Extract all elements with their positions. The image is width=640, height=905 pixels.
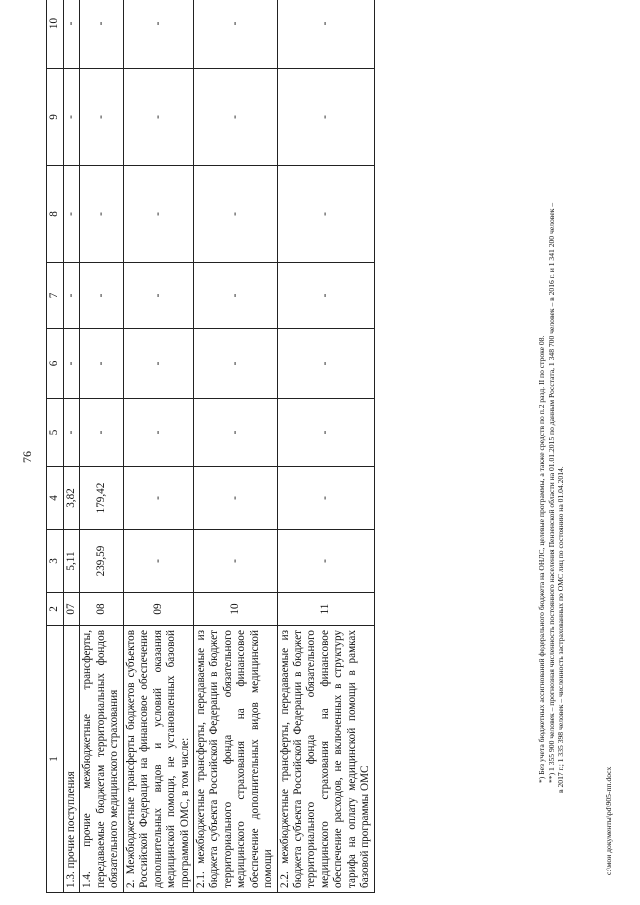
value-cell: - xyxy=(277,69,374,166)
value-cell: - xyxy=(277,0,374,69)
data-table xyxy=(46,0,375,893)
value-cell: - xyxy=(64,263,80,329)
table-row xyxy=(64,0,80,893)
value-cell: - xyxy=(80,0,123,69)
value-cell: - xyxy=(193,329,277,399)
value-cell: - xyxy=(277,329,374,399)
value-cell: - xyxy=(193,530,277,593)
value-cell: - xyxy=(123,69,193,166)
value-cell: 5,11 xyxy=(64,530,80,593)
row-code-cell: 09 xyxy=(123,593,193,626)
value-cell: - xyxy=(64,0,80,69)
table-row xyxy=(123,0,193,893)
value-cell: - xyxy=(123,467,193,530)
value-cell: - xyxy=(80,263,123,329)
column-header: 4 xyxy=(47,467,64,530)
column-header: 10 xyxy=(47,0,64,69)
row-name-cell: 1.4. прочие межбюджетные трансферты, передаваемые бюджетам территориальных фондов обязательного медицинского страхования xyxy=(80,626,123,893)
column-header: 9 xyxy=(47,69,64,166)
value-cell: - xyxy=(64,329,80,399)
value-cell: - xyxy=(123,399,193,467)
value-cell: - xyxy=(193,0,277,69)
file-path: c:\мои документы\pd\905-пп.docx xyxy=(604,766,613,875)
row-name-cell: 1.3. прочие поступления xyxy=(64,626,80,893)
value-cell: - xyxy=(193,399,277,467)
value-cell: - xyxy=(123,0,193,69)
value-cell: - xyxy=(123,329,193,399)
row-name-cell: 2.1. межбюджетные трансферты, передаваемые из бюджета субъекта Российской Федерации в бюджет территориального фонда обязательного медицинского страхования на финансовое обеспечение дополнительных видов медицинской помощи xyxy=(193,626,277,893)
value-cell: - xyxy=(277,467,374,530)
column-header: 1 xyxy=(47,626,64,893)
footnote: *) Без учета бюджетных ассигнований федерального бюджета на ОНЛС, целевые программы, а также средств по п.2 разд. II по строке 08. xyxy=(537,335,546,783)
column-header: 2 xyxy=(47,593,64,626)
value-cell: - xyxy=(64,69,80,166)
value-cell: - xyxy=(193,166,277,263)
page-number: 76 xyxy=(20,451,34,463)
row-code-cell: 07 xyxy=(64,593,80,626)
value-cell: - xyxy=(193,69,277,166)
table-row xyxy=(80,0,123,893)
footnote: **) 1 355 900 человек – прогнозная численность постоянного населения Пензенской области на 01.01.2015 по данным Росстата, 1 348 700 человек – в 2016 г. и 1 341 200 человек – xyxy=(547,202,556,783)
value-cell: - xyxy=(193,467,277,530)
column-header: 5 xyxy=(47,399,64,467)
row-code-cell: 11 xyxy=(277,593,374,626)
row-code-cell: 08 xyxy=(80,593,123,626)
value-cell: - xyxy=(80,69,123,166)
value-cell: - xyxy=(277,399,374,467)
value-cell: - xyxy=(123,263,193,329)
value-cell: - xyxy=(277,166,374,263)
table-row xyxy=(277,0,374,893)
value-cell: - xyxy=(80,329,123,399)
row-name-cell: 2.2. межбюджетные трансферты, передаваемые из бюджета субъекта Российской Федерации в бюджет территориального фонда обязательного медицинского страхования на финансовое обеспечение расходов, не включенных в структуру тарифа на оплату медицинской помощи в рамках базовой программы ОМС xyxy=(277,626,374,893)
value-cell: 239,59 xyxy=(80,530,123,593)
value-cell: - xyxy=(64,399,80,467)
value-cell: - xyxy=(277,530,374,593)
row-name-cell: 2. Межбюджетные трансферты бюджетов субъектов Российской Федерации на финансовое обеспечение дополнительных видов и условий оказания медицинской помощи, не установленных базовой программой ОМС, в том числе: xyxy=(123,626,193,893)
column-header: 3 xyxy=(47,530,64,593)
value-cell: 179,42 xyxy=(80,467,123,530)
value-cell: - xyxy=(80,399,123,467)
value-cell: - xyxy=(64,166,80,263)
footnote: в 2017 г.; 1 335 398 человек – численность застрахованных по ОМС лиц по состоянию на 01.04.2014. xyxy=(556,466,565,793)
table-header-row xyxy=(47,0,64,893)
column-header: 6 xyxy=(47,329,64,399)
value-cell: 3,82 xyxy=(64,467,80,530)
value-cell: - xyxy=(80,166,123,263)
row-code-cell: 10 xyxy=(193,593,277,626)
column-header: 8 xyxy=(47,166,64,263)
column-header: 7 xyxy=(47,263,64,329)
value-cell: - xyxy=(193,263,277,329)
table-row xyxy=(193,0,277,893)
value-cell: - xyxy=(123,166,193,263)
value-cell: - xyxy=(277,263,374,329)
value-cell: - xyxy=(123,530,193,593)
